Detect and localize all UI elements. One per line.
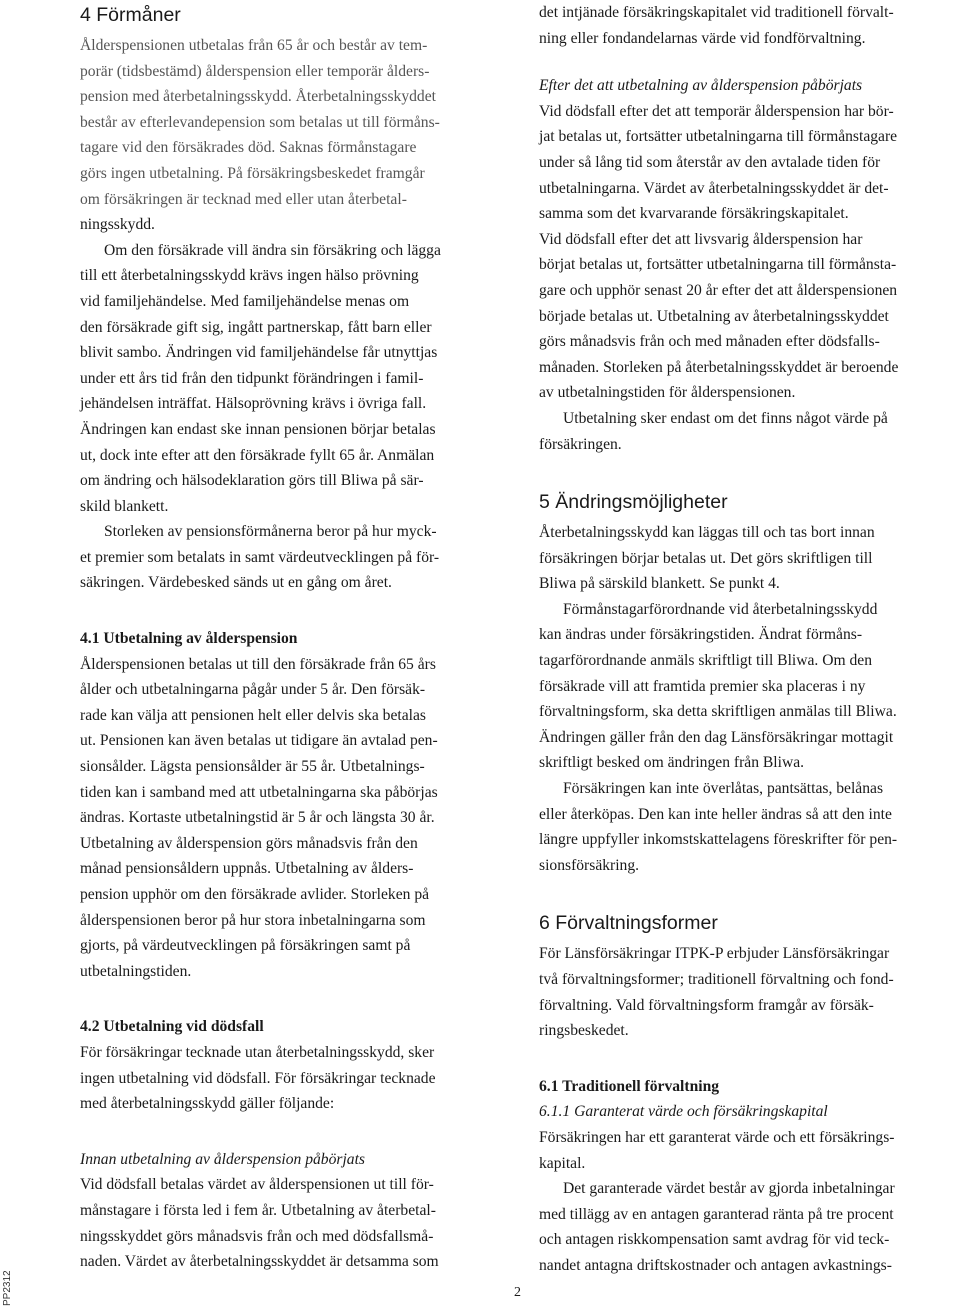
text-line: skild blankett. xyxy=(80,497,169,515)
text-line: et premier som betalats in samt värdeutvecklingen på för- xyxy=(80,548,440,566)
text-line: Ändringen kan endast ske innan pensionen börjar betalas xyxy=(80,420,436,438)
text-line: sionsförsäkring. xyxy=(539,856,640,874)
text-line: Vid dödsfall efter det att temporär ålderspension har bör- xyxy=(539,102,894,120)
spacer xyxy=(539,878,959,908)
subsection-heading: 6.1 Traditionell förvaltning xyxy=(539,1077,720,1095)
text-line: tagare vid den försäkrades död. Saknas förmånstagare xyxy=(80,139,417,157)
text-line: försäkrade vill att framtida premier ska placeras i ny xyxy=(539,677,866,695)
text-line: om ändring och hälsodeklaration görs till Bliwa på sär- xyxy=(80,472,424,490)
text-line: nandet antagna driftskostnader och antagen avkastnings- xyxy=(539,1256,892,1274)
text-line: består av efterlevandepension som betalas ut till förmåns- xyxy=(80,113,440,131)
text-line: naden. Värdet av återbetalningsskyddet är detsamma som xyxy=(80,1253,439,1271)
text-line: tagarförordnande anmäls skriftligt till Bliwa. Om den xyxy=(539,652,873,670)
text-line: gare och upphör senast 20 år efter det att ålderspensionen xyxy=(539,281,898,299)
text-line: månstagare i första led i fem år. Utbetalning av återbetal- xyxy=(80,1201,436,1219)
text-line: eller återköpas. Den kan inte heller ändras så att den inte xyxy=(539,805,892,823)
text-line: under så lång tid som återstår av den avtalade tiden för xyxy=(539,153,881,171)
subsection-heading: 4.2 Utbetalning vid dödsfall xyxy=(80,1018,264,1036)
text-line: ålder och utbetalningarna pågår under 5 år. Den försäk- xyxy=(80,681,426,699)
text-line: längre uppfyller inkomstskattelagens föreskrifter för pen- xyxy=(539,831,898,849)
text-line: Ålderspensionen betalas ut till den försäkrade från 65 års xyxy=(80,655,436,673)
text-line: skriftligt besked om ändringen från Bliwa. xyxy=(539,754,805,772)
text-line: ålderspensionen beror på hur stora inbetalningarna som xyxy=(80,911,426,929)
right-column xyxy=(539,0,959,1279)
text-line: görs ingen utbetalning. På försäkringsbeskedet framgår xyxy=(80,164,425,182)
italic-subheading: Efter det att utbetalning av ålderspension påbörjats xyxy=(539,77,863,95)
text-line: görs månadsvis från och med månaden efter dödsfalls- xyxy=(539,333,880,351)
page-number: 2 xyxy=(514,1285,521,1300)
text-line: ingen utbetalning vid dödsfall. För försäkringar tecknade xyxy=(80,1069,436,1087)
text-line: ning eller fondandelarnas värde vid fondförvaltning. xyxy=(539,29,866,47)
text-line: Förmånstagarförordnande vid återbetalningsskydd xyxy=(563,600,878,618)
text-line: av utbetalningstiden för ålderspensionen. xyxy=(539,384,796,402)
text-line: jehändelsen inträffat. Hälsoprövning krävs i övriga fall. xyxy=(80,395,427,413)
text-line: kan ändras under försäkringstiden. Ändrat förmåns- xyxy=(539,626,863,644)
text-line: två förvaltningsformer; traditionell förvaltning och fond- xyxy=(539,971,894,988)
spacer xyxy=(80,596,500,626)
text-line: försäkringen börjar betalas ut. Det görs skriftligen till xyxy=(539,549,873,567)
text-line: tiden kan i samband med att utbetalningarna ska påbörjas xyxy=(80,783,438,801)
text-line: sionsålder. Lägsta pensionsålder är 55 år. Utbetalnings- xyxy=(80,758,425,776)
text-line: förvaltningsform, ska detta skriftligen anmälas till Bliwa. xyxy=(539,703,897,721)
text-line: utbetalningstiden. xyxy=(80,962,192,980)
text-line: Försäkringen har ett garanterat värde och ett försäkrings- xyxy=(539,1128,895,1146)
text-line: Bliwa på särskild blankett. Se punkt 4. xyxy=(539,575,780,593)
text-line: Vid dödsfall betalas värdet av ålderspensionen ut till för- xyxy=(80,1176,434,1194)
text-line: Ålderspensionen utbetalas från 65 år och består av tem- xyxy=(80,37,428,54)
text-line: till ett återbetalningsskydd krävs ingen hälso prövning xyxy=(80,267,419,285)
text-line: ut. Pensionen kan även betalas ut tidigare än avtalad pen- xyxy=(80,732,438,750)
text-line: började betalas ut. Utbetalning av återbetalningsskyddet xyxy=(539,307,889,325)
text-line: säkringen. Värdebesked sänds ut en gång om året. xyxy=(80,574,392,592)
text-line: samma som det kvarvarande försäkringskapitalet. xyxy=(539,205,849,223)
text-line: och antagen riskkompensation samt avdrag för vid teck- xyxy=(539,1231,890,1249)
text-line: gjorts, på värdeutvecklingen på försäkringen samt på xyxy=(80,937,411,955)
italic-subheading: Innan utbetalning av ålderspension påbörjats xyxy=(80,1150,366,1168)
section-heading: 6 Förvaltningsformer xyxy=(539,912,718,935)
document-code: PP2312 xyxy=(2,1270,13,1306)
text-line: ut, dock inte efter att den försäkrade fyllt 65 år. Anmälan xyxy=(80,446,435,464)
left-column xyxy=(80,0,500,1275)
section-heading: 4 Förmåner xyxy=(80,4,181,26)
text-line: pension upphör om den försäkrade avlider. Storleken på xyxy=(80,886,430,903)
text-line: försäkringen. xyxy=(539,435,622,453)
spacer xyxy=(539,1044,959,1074)
text-line: månad pensionsåldern uppnås. Utbetalning av ålders- xyxy=(80,860,414,878)
text-line: kapital. xyxy=(539,1154,586,1172)
text-line: Storleken av pensionsförmånerna beror på hur myck- xyxy=(104,523,437,541)
text-line: Det garanterade värdet består av gjorda inbetalningar xyxy=(563,1180,895,1198)
italic-subheading: 6.1.1 Garanterat värde och försäkringskapital xyxy=(539,1103,828,1121)
text-line: under ett års tid från den tidpunkt förändringen i famil- xyxy=(80,369,424,387)
text-line: vid familjehändelse. Med familjehändelse menas om xyxy=(80,292,410,310)
text-line: Utbetalning sker endast om det finns något värde på xyxy=(563,409,888,427)
text-line: porär (tidsbestämd) ålderspension eller temporär ålders- xyxy=(80,62,430,80)
text-line: den försäkrade gift sig, ingått partnerskap, fått barn eller xyxy=(80,318,432,336)
text-line: det intjänade försäkringskapitalet vid traditionell förvalt- xyxy=(539,4,894,21)
text-line: Återbetalningsskydd kan läggas till och tas bort innan xyxy=(539,524,875,542)
spacer xyxy=(80,984,500,1014)
text-line: börjat betalas ut, fortsätter utbetalningarna till förmånsta- xyxy=(539,256,897,274)
text-line: För Länsförsäkringar ITPK-P erbjuder Länsförsäkringar xyxy=(539,945,890,963)
text-line: ändras. Kortaste utbetalningstid är 5 år och längsta 30 år. xyxy=(80,809,435,827)
subsection-heading: 4.1 Utbetalning av ålderspension xyxy=(80,630,298,648)
text-line: förvaltning. Vald förvaltningsform framgår av försäk- xyxy=(539,996,874,1014)
text-line: Om den försäkrade vill ändra sin försäkring och lägga xyxy=(104,241,441,259)
text-line: utbetalningarna. Värdet av återbetalningsskyddet är det- xyxy=(539,179,889,197)
text-line: ringsbeskedet. xyxy=(539,1022,629,1040)
text-line: Utbetalning av ålderspension görs månadsvis från den xyxy=(80,834,418,852)
spacer xyxy=(80,1117,500,1147)
text-line: månaden. Storleken på återbetalningsskyddet är beroende xyxy=(539,358,899,376)
text-line: med återbetalningsskydd gäller följande: xyxy=(80,1095,335,1113)
text-line: pension med återbetalningsskydd. Återbetalningsskyddet xyxy=(80,88,436,106)
spacer xyxy=(539,457,959,487)
text-line: blivit sambo. Ändringen vid familjehändelse får utnyttjas xyxy=(80,344,438,362)
text-line: För försäkringar tecknade utan återbetalningsskydd, sker xyxy=(80,1043,435,1061)
text-line: ningsskydd. xyxy=(80,216,155,234)
text-line: om försäkringen är tecknad med eller utan återbetal- xyxy=(80,190,407,208)
text-line: Vid dödsfall efter det att livsvarig ålderspension har xyxy=(539,230,863,248)
section-heading: 5 Ändringsmöjligheter xyxy=(539,491,728,514)
spacer xyxy=(539,51,959,73)
text-line: rade kan välja att pensionen helt eller delvis ska betalas xyxy=(80,706,426,724)
text-line: jat betalas ut, fortsätter utbetalningarna till förmånstagare xyxy=(539,128,898,146)
text-line: med tillägg av en antagen garanterad ränta på tre procent xyxy=(539,1205,894,1223)
text-line: Ändringen gäller från den dag Länsförsäkringar mottagit xyxy=(539,728,894,746)
text-line: Försäkringen kan inte överlåtas, pantsättas, belånas xyxy=(563,780,884,798)
text-line: ningsskyddet görs månadsvis från och med dödsfallsmå- xyxy=(80,1227,434,1245)
